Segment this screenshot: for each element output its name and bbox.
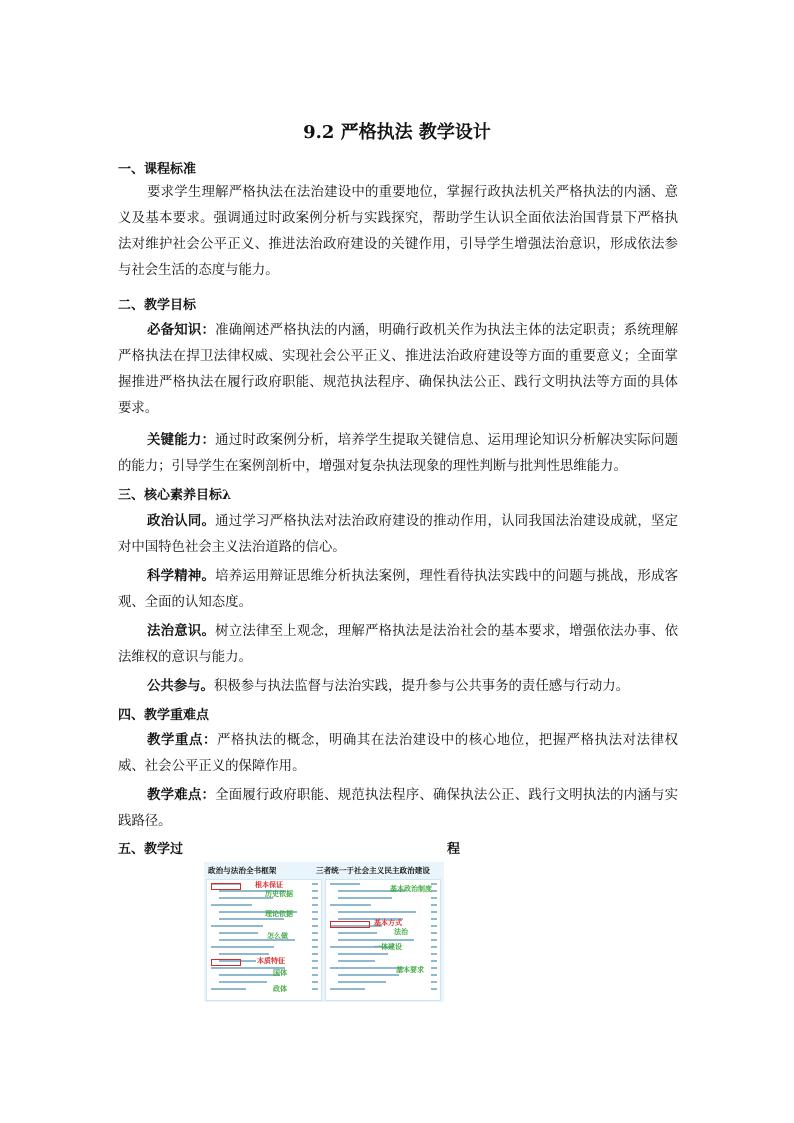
framework-text-line <box>207 978 321 985</box>
framework-text-line <box>207 971 321 978</box>
framework-left-column <box>206 879 322 1001</box>
framework-text-line <box>207 985 321 992</box>
framework-image <box>204 862 444 1002</box>
lead-rule-of-law-awareness: 法治意识。 <box>147 623 216 639</box>
paragraph-teaching-difficulty <box>118 782 678 835</box>
section-heading-key-difficult-points: 四、教学重难点 <box>118 708 210 723</box>
framework-text-line <box>207 908 321 915</box>
lead-teaching-focus: 教学重点： <box>147 732 217 748</box>
lead-essential-knowledge: 必备知识： <box>147 322 216 338</box>
framework-text-line <box>326 901 440 908</box>
tag-basic-requirement: 基本要求 <box>396 966 424 974</box>
framework-highlight-box <box>330 921 370 928</box>
paragraph-teaching-focus <box>118 727 678 780</box>
framework-text-line <box>207 901 321 908</box>
framework-text-line <box>207 894 321 901</box>
lead-scientific-spirit: 科学精神。 <box>147 568 216 584</box>
framework-text-line <box>207 922 321 929</box>
framework-text-line <box>207 915 321 922</box>
section-heading-teaching-objectives: 二、教学目标 <box>118 298 197 313</box>
paragraph-curriculum-standard: 要求学生理解严格执法在法治建设中的重要地位，掌握行政执法机关严格执法的内涵、意义及基本要求。强调通过时政案例分析与实践探究，帮助学生认识全面依法治国背景下严格执法对维护社会公平正义、推进法治政府建设的关键作用，引导学生增强法治意识，形成依法参与社会生活的态度与能力。 <box>118 185 678 278</box>
lead-public-participation: 公共参与。 <box>147 678 214 694</box>
paragraph-key-abilities <box>118 427 678 480</box>
text-political-identity: 通过学习严格执法对法治政府建设的推动作用，认同我国法治建设成就，坚定对中国特色社会主义法治道路的信心。 <box>118 514 679 555</box>
lead-teaching-difficulty: 教学难点： <box>147 787 216 803</box>
text-key-abilities: 通过时政案例分析，培养学生提取关键信息、运用理论知识分析解决实际问题的能力；引导学生在案例剖析中，增强对复杂执法现象的理性判断与批判性思维能力。 <box>118 433 679 474</box>
section-heading-core-literacy: 三、核心素养目标λ <box>118 488 232 503</box>
paragraph-public-participation <box>118 673 678 700</box>
lead-key-abilities: 关键能力： <box>147 432 216 448</box>
tag-theoretical-basis: 理论依据 <box>265 910 293 918</box>
paragraph-rule-of-law-awareness <box>118 618 678 671</box>
tag-government-system: 政体 <box>273 985 287 993</box>
tag-rule-of-law: 法治 <box>394 928 408 936</box>
paragraph-political-identity <box>118 508 678 561</box>
tag-basic-method: 基本方式 <box>374 919 402 927</box>
framework-left-title: 政治与法治全书框架 <box>208 866 277 875</box>
framework-highlight-box <box>211 959 241 966</box>
tag-how-to: 怎么做 <box>267 932 288 940</box>
text-public-participation: 积极参与执法监督与法治实践，提升参与公共事务的责任感与行动力。 <box>213 679 630 694</box>
paragraph-essential-knowledge <box>118 317 678 422</box>
paragraph-scientific-spirit <box>118 563 678 616</box>
framework-text-line <box>207 936 321 943</box>
text-scientific-spirit: 培养运用辩证思维分析执法案例，理性看待执法实践中的问题与挑战，形成客观、全面的认知态度。 <box>118 569 679 610</box>
section-heading-curriculum-standard: 一、课程标准 <box>118 162 197 177</box>
tag-state-system: 国体 <box>273 969 287 977</box>
framework-text-line <box>326 985 440 992</box>
text-rule-of-law-awareness: 树立法律至上观念，理解严格执法是法治社会的基本要求，增强依法办事、依法维权的意识与能力。 <box>118 624 679 665</box>
tag-essential-feature: 本质特征 <box>257 957 285 965</box>
tag-basic-political-system: 基本政治制度 <box>390 885 432 893</box>
framework-right-column <box>325 879 441 1001</box>
framework-text-line <box>326 957 440 964</box>
section-heading-teaching-process-right: 程 <box>447 842 461 857</box>
framework-text-line <box>326 929 440 936</box>
lead-political-identity: 政治认同。 <box>147 513 216 529</box>
framework-right-title: 三者统一于社会主义民主政治建设 <box>316 866 430 875</box>
framework-text-line <box>326 908 440 915</box>
section-heading-teaching-process-left: 五、教学过 <box>118 842 184 857</box>
framework-highlight-box <box>211 883 241 890</box>
text-essential-knowledge: 准确阐述严格执法的内涵，明确行政机关作为执法主体的法定职责；系统理解严格执法在捍卫法律权威、实现社会公平正义、推进法治政府建设等方面的重要意义；全面掌握推进严格执法在履行政府职能、规范执法程序、确保执法公正、践行文明执法等方面的具体要求。 <box>118 323 679 416</box>
framework-text-line <box>326 978 440 985</box>
text-teaching-difficulty: 全面履行政府职能、规范执法程序、确保执法公正、践行文明执法的内涵与实践路径。 <box>118 788 679 829</box>
tag-integrated-construction: 一体建设 <box>374 943 402 951</box>
framework-text-line <box>207 943 321 950</box>
framework-text-line <box>207 929 321 936</box>
text-teaching-focus: 严格执法的概念，明确其在法治建设中的核心地位，把握严格执法对法律权威、社会公平正义的保障作用。 <box>118 733 679 774</box>
tag-historical-basis: 历史依据 <box>265 890 293 898</box>
tag-fundamental-guarantee: 根本保证 <box>255 881 283 889</box>
document-title: 9.2 严格执法 教学设计 <box>303 122 491 143</box>
framework-text-line <box>326 894 440 901</box>
